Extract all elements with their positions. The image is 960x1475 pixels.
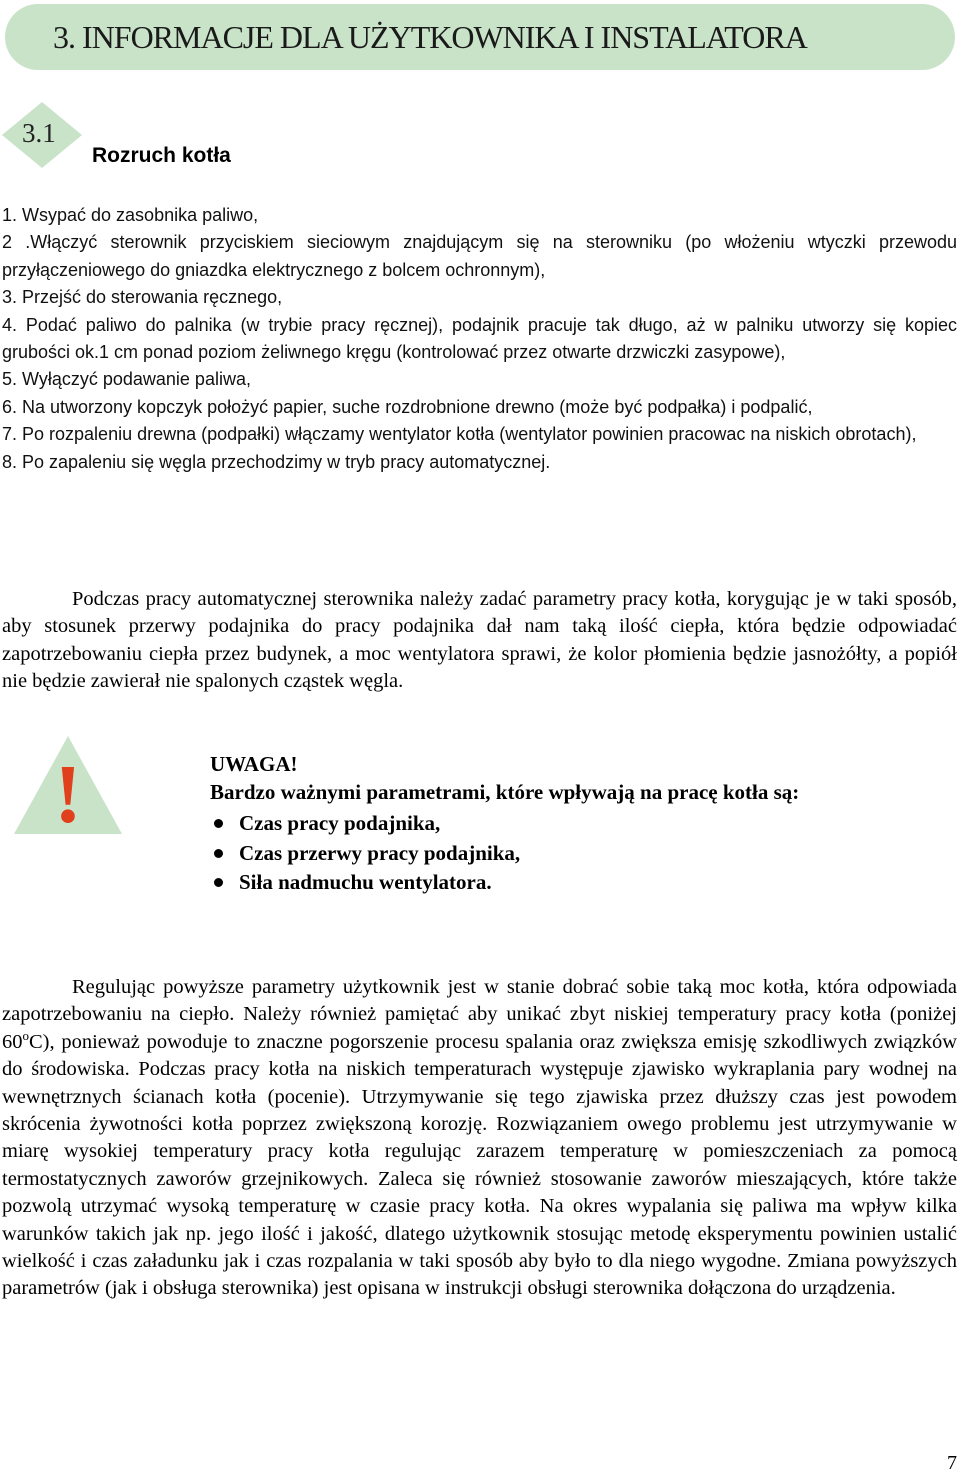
chapter-title: 3. INFORMACJE DLA UŻYTKOWNIKA I INSTALATORA (53, 18, 807, 55)
list-item: Siła nadmuchu wentylatora. (210, 868, 799, 898)
list-item: Czas przerwy pracy podajnika, (210, 839, 799, 869)
warning-block (210, 750, 799, 898)
step-item: 1. Wsypać do zasobnika paliwo, (2, 205, 259, 225)
step-item: 2 .Włączyć sterownik przyciskiem sieciowym znajdującym się na sterowniku (po włożeniu wtyczki przewodu przyłączeniowego do gniazdka elektrycznego z bolcem ochronnym), (2, 232, 957, 280)
warning-title: UWAGA! (210, 752, 298, 776)
startup-steps-list (2, 202, 957, 476)
chapter-header (5, 4, 955, 70)
step-item: 6. Na utworzony kopczyk położyć papier, suche rozdrobnione drewno (może być podpałka) i podpalić, (2, 396, 813, 417)
step-item: 4. Podać paliwo do palnika (w trybie pracy ręcznej), podajnik pracuje tak długo, aż w palniku utworzy się kopiec grubości ok.1 cm ponad poziom żeliwnego kręgu (kontrolować przez otwarte drzwiczki zasypowe), (2, 314, 957, 363)
page-number: 7 (947, 1452, 957, 1474)
bullet-icon (214, 849, 223, 858)
warning-mark: ! (54, 748, 82, 834)
step-item: 5. Wyłączyć podawanie paliwa, (2, 369, 251, 390)
warning-triangle-icon (14, 736, 122, 834)
degree-superscript: o (22, 1027, 29, 1043)
list-item: Czas pracy podajnika, (210, 809, 799, 839)
warning-parameter-list (210, 809, 799, 898)
bullet-icon (214, 819, 223, 828)
step-item: 7. Po rozpaleniu drewna (podpałki) włączamy wentylator kotła (wentylator powinien pracowac na niskich obrotach), (2, 424, 917, 445)
step-item: 3. Przejść do sterowania ręcznego, (2, 287, 283, 308)
warning-subtitle: Bardzo ważnymi parametrami, które wpływają na pracę kotła są: (210, 780, 800, 804)
section-number: 3.1 (22, 118, 56, 148)
automatic-mode-paragraph (2, 586, 957, 696)
paragraph1-text: Podczas pracy automatycznej sterownika należy zadać parametry pracy kotła, korygując je w taki sposób, aby stosunek przerwy podajnika do pracy podajnika dał nam taką ilość ciepła, która będzie odpowiadać zapotrzebowaniu ciepła przez budynek, a moc wentylatora sprawi, że kolor płomienia będzie jasnożółty, a popiół nie będzie zawierał nie spalonych cząstek węgla. (2, 588, 957, 693)
parameters-paragraph: Regulując powyższe parametry użytkownik jest w stanie dobrać sobie taką moc kotła, która odpowiada zapotrzebowaniu na ciepło. Należy również pamiętać aby unikać zbyt niskiej temperatury pracy kotła (poniżej 60$^o$C), ponieważ powoduje to znaczne pogorszenie procesu spalania oraz zwiększa emisję szkodliwych związków do środowiska. Podczas pracy kotła na niskich temperaturach występuje zjawisko wykraplania pary wodnej na wewnętrznych ścianach kotła (pocenie). Utrzymywanie się tego zjawiska przez dłuższy czas jest powodem skrócenia żywotności kotła poprzez zwiększoną korozję. Rozwiązaniem owego problemu jest utrzymywanie w miarę wysokiej temperatury pracy kotła regulując zarazem temperaturę w pomieszczeniach za pomocą termostatycznych zaworów grzejnikowych. Zaleca się również stosowanie zaworów mieszających, które także pozwolą utrzymać wysoką temperaturę w czasie pracy kotła. Na okres wypalania się paliwa ma wpływ kilka warunków takich jak np. jego ilość i jakość, dlatego użytkownik stosując metodę eksperymentu powinien ustalić wielkość i czas załadunku jak i czas rozpalania w taki sposób aby było to dla niego wygodne. Zmiana powyższych parametrów (jak i obsługa sterownika) jest opisana w instrukcji obsługi sterownika dołączona do urządzenia. (2, 976, 957, 1300)
section-title: Rozruch kotła (92, 144, 231, 167)
step-item: 8. Po zapaleniu się węgla przechodzimy w tryb pracy automatycznej. (2, 451, 551, 472)
bullet-icon (214, 878, 223, 887)
